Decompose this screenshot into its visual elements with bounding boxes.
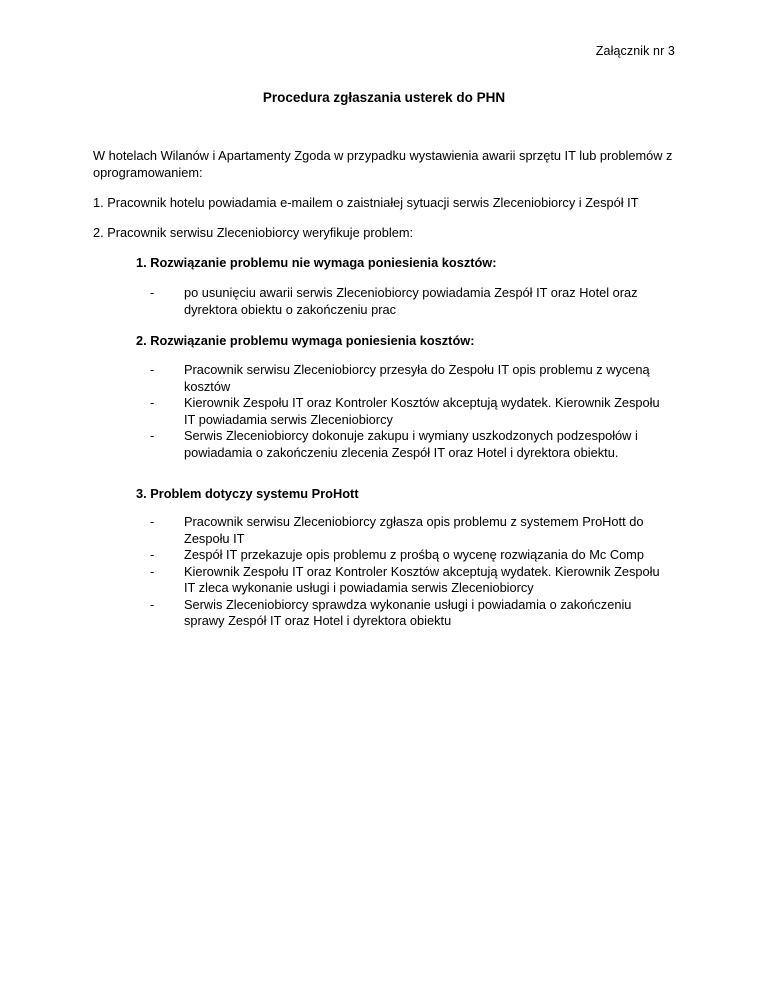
step-1-paragraph: 1. Pracownik hotelu powiadamia e-mailem o zaistniałej sytuacji serwis Zleceniobiorcy i Zespół IT [93, 195, 639, 210]
intro-paragraph: W hotelach Wilanów i Apartamenty Zgoda w przypadku wystawienia awarii sprzętu IT lub problemów z oprogramowaniem: [93, 148, 673, 180]
list-item [150, 428, 670, 461]
list-item-text: Kierownik Zespołu IT oraz Kontroler Kosztów akceptują wydatek. Kierownik Zespołu IT powiadamia serwis Zleceniobiorcy [184, 395, 660, 427]
dash-bullet-icon: - [150, 285, 155, 300]
list-item-text: po usunięciu awarii serwis Zleceniobiorcy powiadamia Zespół IT oraz Hotel oraz dyrektora obiektu o zakończeniu prac [184, 285, 638, 317]
list-item [150, 564, 670, 597]
list-item [150, 285, 670, 318]
section-1-list [150, 285, 670, 318]
list-item-text: Pracownik serwisu Zleceniobiorcy przesyła do Zespołu IT opis problemu z wyceną kosztów [184, 362, 650, 394]
document-title: Procedura zgłaszania usterek do PHN [262, 90, 506, 105]
list-item [150, 395, 670, 428]
list-item-text: Serwis Zleceniobiorcy dokonuje zakupu i wymiany uszkodzonych podzespołów i powiadamia o zakończeniu zlecenia Zespół IT oraz Hotel i dyrektora obiektu. [184, 428, 638, 460]
attachment-label: Załącznik nr 3 [595, 44, 675, 58]
section-2-list [150, 362, 670, 461]
list-item-text: Serwis Zleceniobiorcy sprawdza wykonanie usługi i powiadamia o zakończeniu sprawy Zespół IT oraz Hotel i dyrektora obiektu [184, 596, 632, 628]
list-item-text: Pracownik serwisu Zleceniobiorcy zgłasza opis problemu z systemem ProHott do Zespołu IT [184, 514, 644, 546]
dash-bullet-icon: - [150, 563, 155, 579]
dash-bullet-icon: - [150, 395, 155, 410]
list-item [150, 547, 670, 564]
step-2-paragraph: 2. Pracownik serwisu Zleceniobiorcy weryfikuje problem: [93, 225, 414, 240]
dash-bullet-icon: - [150, 547, 155, 562]
list-item [150, 597, 670, 630]
dash-bullet-icon: - [150, 362, 155, 377]
section-2-heading: 2. Rozwiązanie problemu wymaga poniesienia kosztów: [136, 333, 475, 348]
list-item-text: Zespół IT przekazuje opis problemu z prośbą o wycenę rozwiązania do Mc Comp [184, 547, 644, 562]
section-3-heading: 3. Problem dotyczy systemu ProHott [136, 486, 359, 501]
dash-bullet-icon: - [150, 514, 155, 529]
list-item-text: Kierownik Zespołu IT oraz Kontroler Kosztów akceptują wydatek. Kierownik Zespołu IT zleca wykonanie usługi i powiadamia serwis Zleceniobiorcy [184, 563, 660, 595]
list-item [150, 362, 670, 395]
section-3-list [150, 514, 670, 630]
list-item [150, 514, 670, 547]
section-1-heading: 1. Rozwiązanie problemu nie wymaga poniesienia kosztów: [136, 255, 497, 270]
dash-bullet-icon: - [150, 428, 155, 443]
dash-bullet-icon: - [150, 596, 155, 612]
